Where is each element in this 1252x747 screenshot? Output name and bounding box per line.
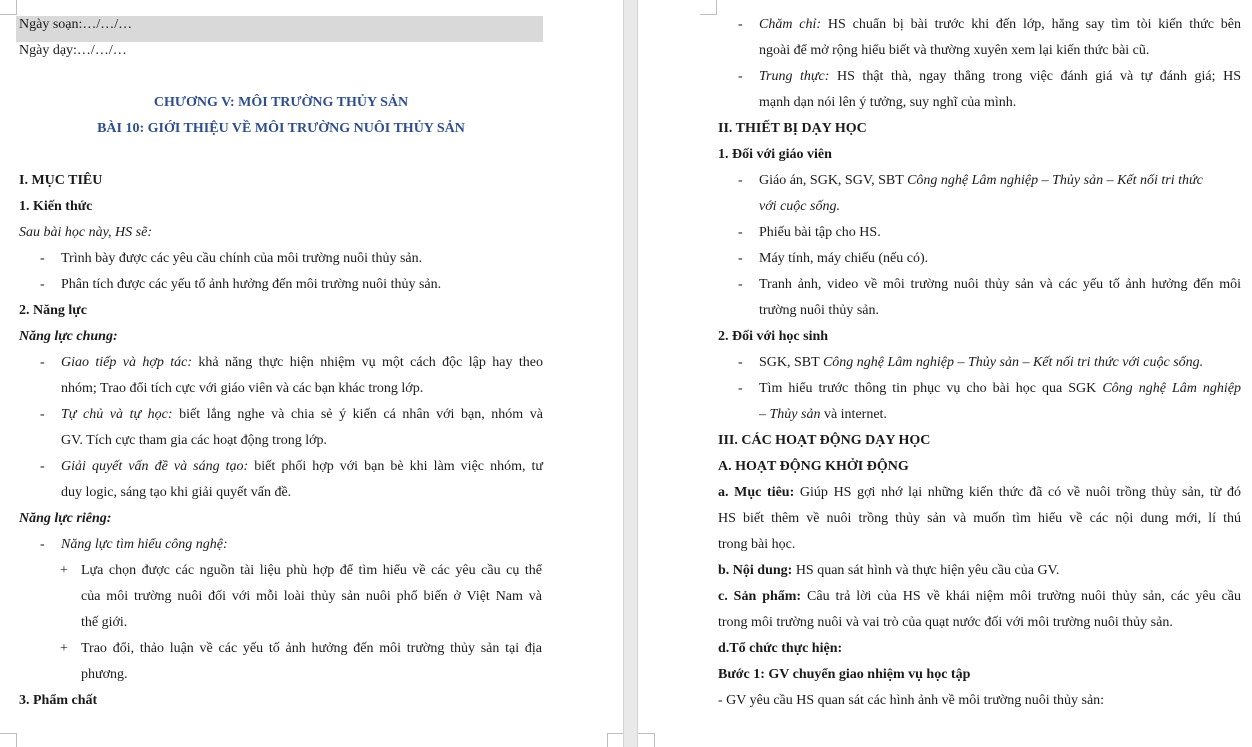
paragraph: Sau bài học này, HS sẽ: <box>19 225 152 240</box>
paragraph <box>718 588 1241 606</box>
item-text: Trao đổi, thảo luận về các yếu tố ảnh hưởng đến môi trường thủy sản tại địa <box>81 641 542 656</box>
list-item-continued <box>759 406 887 424</box>
paragraph: - GV yêu cầu HS quan sát các hình ảnh về môi trường nuôi thủy sản: <box>718 693 1105 708</box>
document-page-right <box>638 0 1252 747</box>
list-item: Trình bày được các yêu cầu chính của môi trường nuôi thủy sản. <box>61 251 423 266</box>
bullet-plus: + <box>60 641 68 656</box>
bullet-dash: - <box>738 69 743 84</box>
bullet-dash: - <box>40 537 45 552</box>
item-text: Giáo án, SGK, SGV, SBT <box>759 173 908 188</box>
subsection-heading: 2. Đối với học sinh <box>718 329 829 344</box>
crop-mark <box>700 0 717 15</box>
item-lead: Giải quyết vấn đề và sáng tạo: <box>61 459 249 474</box>
bullet-dash: - <box>738 225 743 240</box>
subsection-heading: A. HOẠT ĐỘNG KHỞI ĐỘNG <box>718 459 909 474</box>
sub-list-item <box>81 640 542 658</box>
list-item: Máy tính, máy chiếu (nếu có). <box>759 251 929 266</box>
item-text: biết phối hợp với bạn bè khi làm việc nhóm, tư <box>248 459 543 474</box>
paragraph-text: HS biết thêm về nuôi trồng thủy sản và muốn tìm hiểu về các nội dung mới, lí thú <box>718 511 1241 526</box>
list-item-continued: ngoài để mở rộng hiểu biết và thường xuyên xem lại kiến thức bài cũ. <box>759 43 1150 58</box>
bullet-dash: - <box>40 355 45 370</box>
item-text: Lựa chọn được các nguồn tài liệu phù hợp để tìm hiểu về các yêu cầu cụ thể <box>81 563 542 578</box>
bullet-plus: + <box>60 563 68 578</box>
crop-mark <box>607 733 623 747</box>
step-heading: Bước 1: GV chuyển giao nhiệm vụ học tập <box>718 667 971 682</box>
document-page-left <box>0 0 623 747</box>
section-heading: I. MỤC TIÊU <box>19 173 103 188</box>
book-title: Công nghệ Lâm nghiệp <box>1102 381 1242 396</box>
list-item-continued: nhóm; Trao đổi tích cực với giáo viên và các bạn khác trong lớp. <box>61 381 424 396</box>
item-text: Tranh ảnh, video về môi trường nuôi thủy sản và các yếu tố ảnh hưởng đến môi <box>759 277 1241 292</box>
item-text: khả năng thực hiện nhiệm vụ một cách độc lập hay theo <box>192 355 543 370</box>
bullet-dash: - <box>738 381 743 396</box>
sub-list-item <box>81 562 542 580</box>
list-item <box>61 406 543 424</box>
item-text: SGK, SBT <box>759 355 823 370</box>
bullet-dash: - <box>738 251 743 266</box>
list-item-continued: với cuộc sống. <box>759 199 840 214</box>
page-gutter <box>623 0 638 747</box>
paragraph-lead: b. Nội dung: <box>718 563 793 578</box>
sub-list-item-continued <box>81 588 542 606</box>
bullet-dash: - <box>40 459 45 474</box>
list-item-continued: mạnh dạn nói lên ý tưởng, suy nghĩ của mình. <box>759 95 1017 110</box>
paragraph-lead: c. Sản phẩm: <box>718 589 802 604</box>
list-item <box>759 380 1241 398</box>
label-specific-competence: Năng lực riêng: <box>19 511 112 526</box>
bullet-dash: - <box>738 355 743 370</box>
list-item <box>61 458 543 476</box>
date-prepared: Ngày soạn:…/…/… <box>19 17 133 32</box>
crop-mark <box>0 733 17 747</box>
date-taught: Ngày dạy:…/…/… <box>19 43 127 58</box>
item-lead: Giao tiếp và hợp tác: <box>61 355 193 370</box>
item-lead: Chăm chỉ: <box>759 17 822 32</box>
section-heading: II. THIẾT BỊ DẠY HỌC <box>718 121 867 136</box>
book-title: Công nghệ Lâm nghiệp – Thủy sản – Kết nối tri thức <box>907 173 1203 188</box>
item-text: HS thật thà, ngay thẳng trong việc đánh giá và tự đánh giá; HS <box>829 69 1241 84</box>
bullet-dash: - <box>738 17 743 32</box>
list-item-continued: trường nuôi thủy sản. <box>759 303 879 318</box>
paragraph: trong môi trường nuôi và vai trò của quạt nước đối với môi trường nuôi thủy sản. <box>718 615 1173 630</box>
book-title: Công nghệ Lâm nghiệp – Thủy sản – Kết nối tri thức với cuộc sống. <box>822 355 1204 370</box>
item-text: của môi trường nuôi đối với mỗi loài thủy sản nuôi phổ biến ở Việt Nam và <box>81 589 542 604</box>
list-item-continued: GV. Tích cực tham gia các hoạt động trong lớp. <box>61 433 328 448</box>
item-text: biết lắng nghe và chia sẻ ý kiến cá nhân với bạn, nhóm và <box>172 407 543 422</box>
list-item: Năng lực tìm hiểu công nghệ: <box>61 537 228 552</box>
paragraph-text: Giúp HS gợi nhớ lại những kiến thức đã có về nuôi trồng thủy sản, từ đó <box>794 485 1241 500</box>
list-item <box>61 354 543 372</box>
sub-list-item-continued: thế giới. <box>81 615 128 630</box>
list-item <box>759 354 1203 372</box>
paragraph-text: Câu trả lời của HS về khái niệm môi trường nuôi thủy sản, các yêu cầu <box>801 589 1241 604</box>
list-item <box>759 16 1241 34</box>
subsection-heading: 1. Kiến thức <box>19 199 93 214</box>
list-item: Phân tích được các yếu tố ảnh hưởng đến môi trường nuôi thủy sản. <box>61 277 442 292</box>
subsection-heading: 3. Phẩm chất <box>19 693 98 708</box>
list-item-continued: duy logic, sáng tạo khi giải quyết vấn đề. <box>61 485 292 500</box>
crop-mark <box>0 0 17 15</box>
bullet-dash: - <box>738 277 743 292</box>
subsection-heading: 2. Năng lực <box>19 303 87 318</box>
paragraph-text: HS quan sát hình và thực hiện yêu cầu của GV. <box>792 563 1060 578</box>
paragraph-lead: d.Tổ chức thực hiện: <box>718 641 843 656</box>
paragraph <box>718 484 1241 502</box>
list-item <box>759 68 1241 86</box>
lesson-title: BÀI 10: GIỚI THIỆU VỀ MÔI TRƯỜNG NUÔI THỦY SẢN <box>97 121 465 136</box>
bullet-dash: - <box>40 251 45 266</box>
item-lead: Trung thực: <box>759 69 830 84</box>
list-item: Phiếu bài tập cho HS. <box>759 225 881 240</box>
bullet-dash: - <box>40 277 45 292</box>
subsection-heading: 1. Đối với giáo viên <box>718 147 832 162</box>
item-text: HS chuẩn bị bài trước khi đến lớp, hăng say tìm tòi kiến thức bên <box>821 17 1241 32</box>
book-title: – Thủy sản <box>759 407 821 422</box>
crop-mark <box>638 733 655 747</box>
item-text: Tìm hiểu trước thông tin phục vụ cho bài học qua SGK <box>759 381 1103 396</box>
list-item <box>759 276 1241 294</box>
bullet-dash: - <box>40 407 45 422</box>
bullet-dash: - <box>738 173 743 188</box>
paragraph <box>718 562 1059 580</box>
paragraph: trong bài học. <box>718 537 796 552</box>
sub-list-item-continued: phương. <box>81 667 128 682</box>
label-general-competence: Năng lực chung: <box>19 329 118 344</box>
paragraph-lead: a. Mục tiêu: <box>718 485 795 500</box>
section-heading: III. CÁC HOẠT ĐỘNG DẠY HỌC <box>718 433 931 448</box>
chapter-title: CHƯƠNG V: MÔI TRƯỜNG THỦY SẢN <box>153 95 409 110</box>
item-text: và internet. <box>820 407 887 422</box>
item-lead: Tự chủ và tự học: <box>61 407 173 422</box>
list-item <box>759 172 1203 190</box>
paragraph <box>718 510 1241 528</box>
